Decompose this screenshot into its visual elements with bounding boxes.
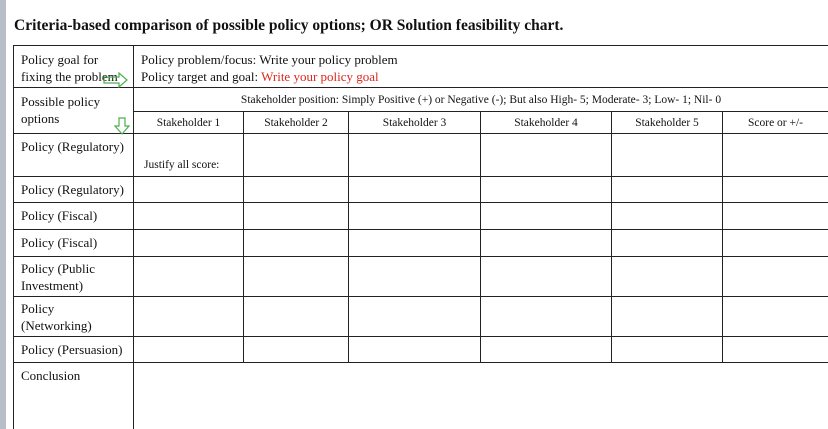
options-label: Possible policy options xyxy=(21,94,101,126)
justify-score-label: Justify all score: xyxy=(144,159,220,171)
problem-focus-text: Policy problem/focus: Write your policy problem xyxy=(141,52,398,67)
row-label-networking: Policy (Networking) xyxy=(21,301,92,333)
policy-goal-label: Policy goal for fixing the problem xyxy=(21,52,118,84)
column-header-stakeholder-1: Stakeholder 1 xyxy=(156,117,221,129)
row-label-fiscal-2: Policy (Fiscal) xyxy=(21,235,98,250)
column-header-stakeholder-2: Stakeholder 2 xyxy=(264,117,328,129)
column-header-stakeholder-3: Stakeholder 3 xyxy=(382,117,447,129)
row-label-regulatory-1: Policy (Regulatory) xyxy=(21,139,124,154)
row-label-persuasion: Policy (Persuasion) xyxy=(21,342,123,357)
window-left-edge xyxy=(0,0,6,429)
column-header-score: Score or +/- xyxy=(747,117,804,129)
target-goal-value: Write your policy goal xyxy=(261,69,379,84)
stakeholder-position-note: Stakeholder position: Simply Positive (+) or Negative (-); But also High- 5; Moderate- 3; Low- 1; Nil- 0 xyxy=(240,94,722,106)
row-label-fiscal-1: Policy (Fiscal) xyxy=(21,208,98,223)
page-title: Criteria-based comparison of possible policy options; OR Solution feasibility chart. xyxy=(14,17,564,34)
row-label-regulatory-2: Policy (Regulatory) xyxy=(21,182,124,197)
right-arrow-icon xyxy=(103,72,129,88)
target-goal-prefix: Policy target and goal: xyxy=(141,69,262,84)
conclusion-label: Conclusion xyxy=(21,368,81,383)
row-label-public-investment: Policy (Public Investment) xyxy=(21,261,96,293)
column-header-stakeholder-4: Stakeholder 4 xyxy=(514,117,578,129)
column-header-stakeholder-5: Stakeholder 5 xyxy=(635,117,699,129)
target-goal-text xyxy=(141,68,379,85)
